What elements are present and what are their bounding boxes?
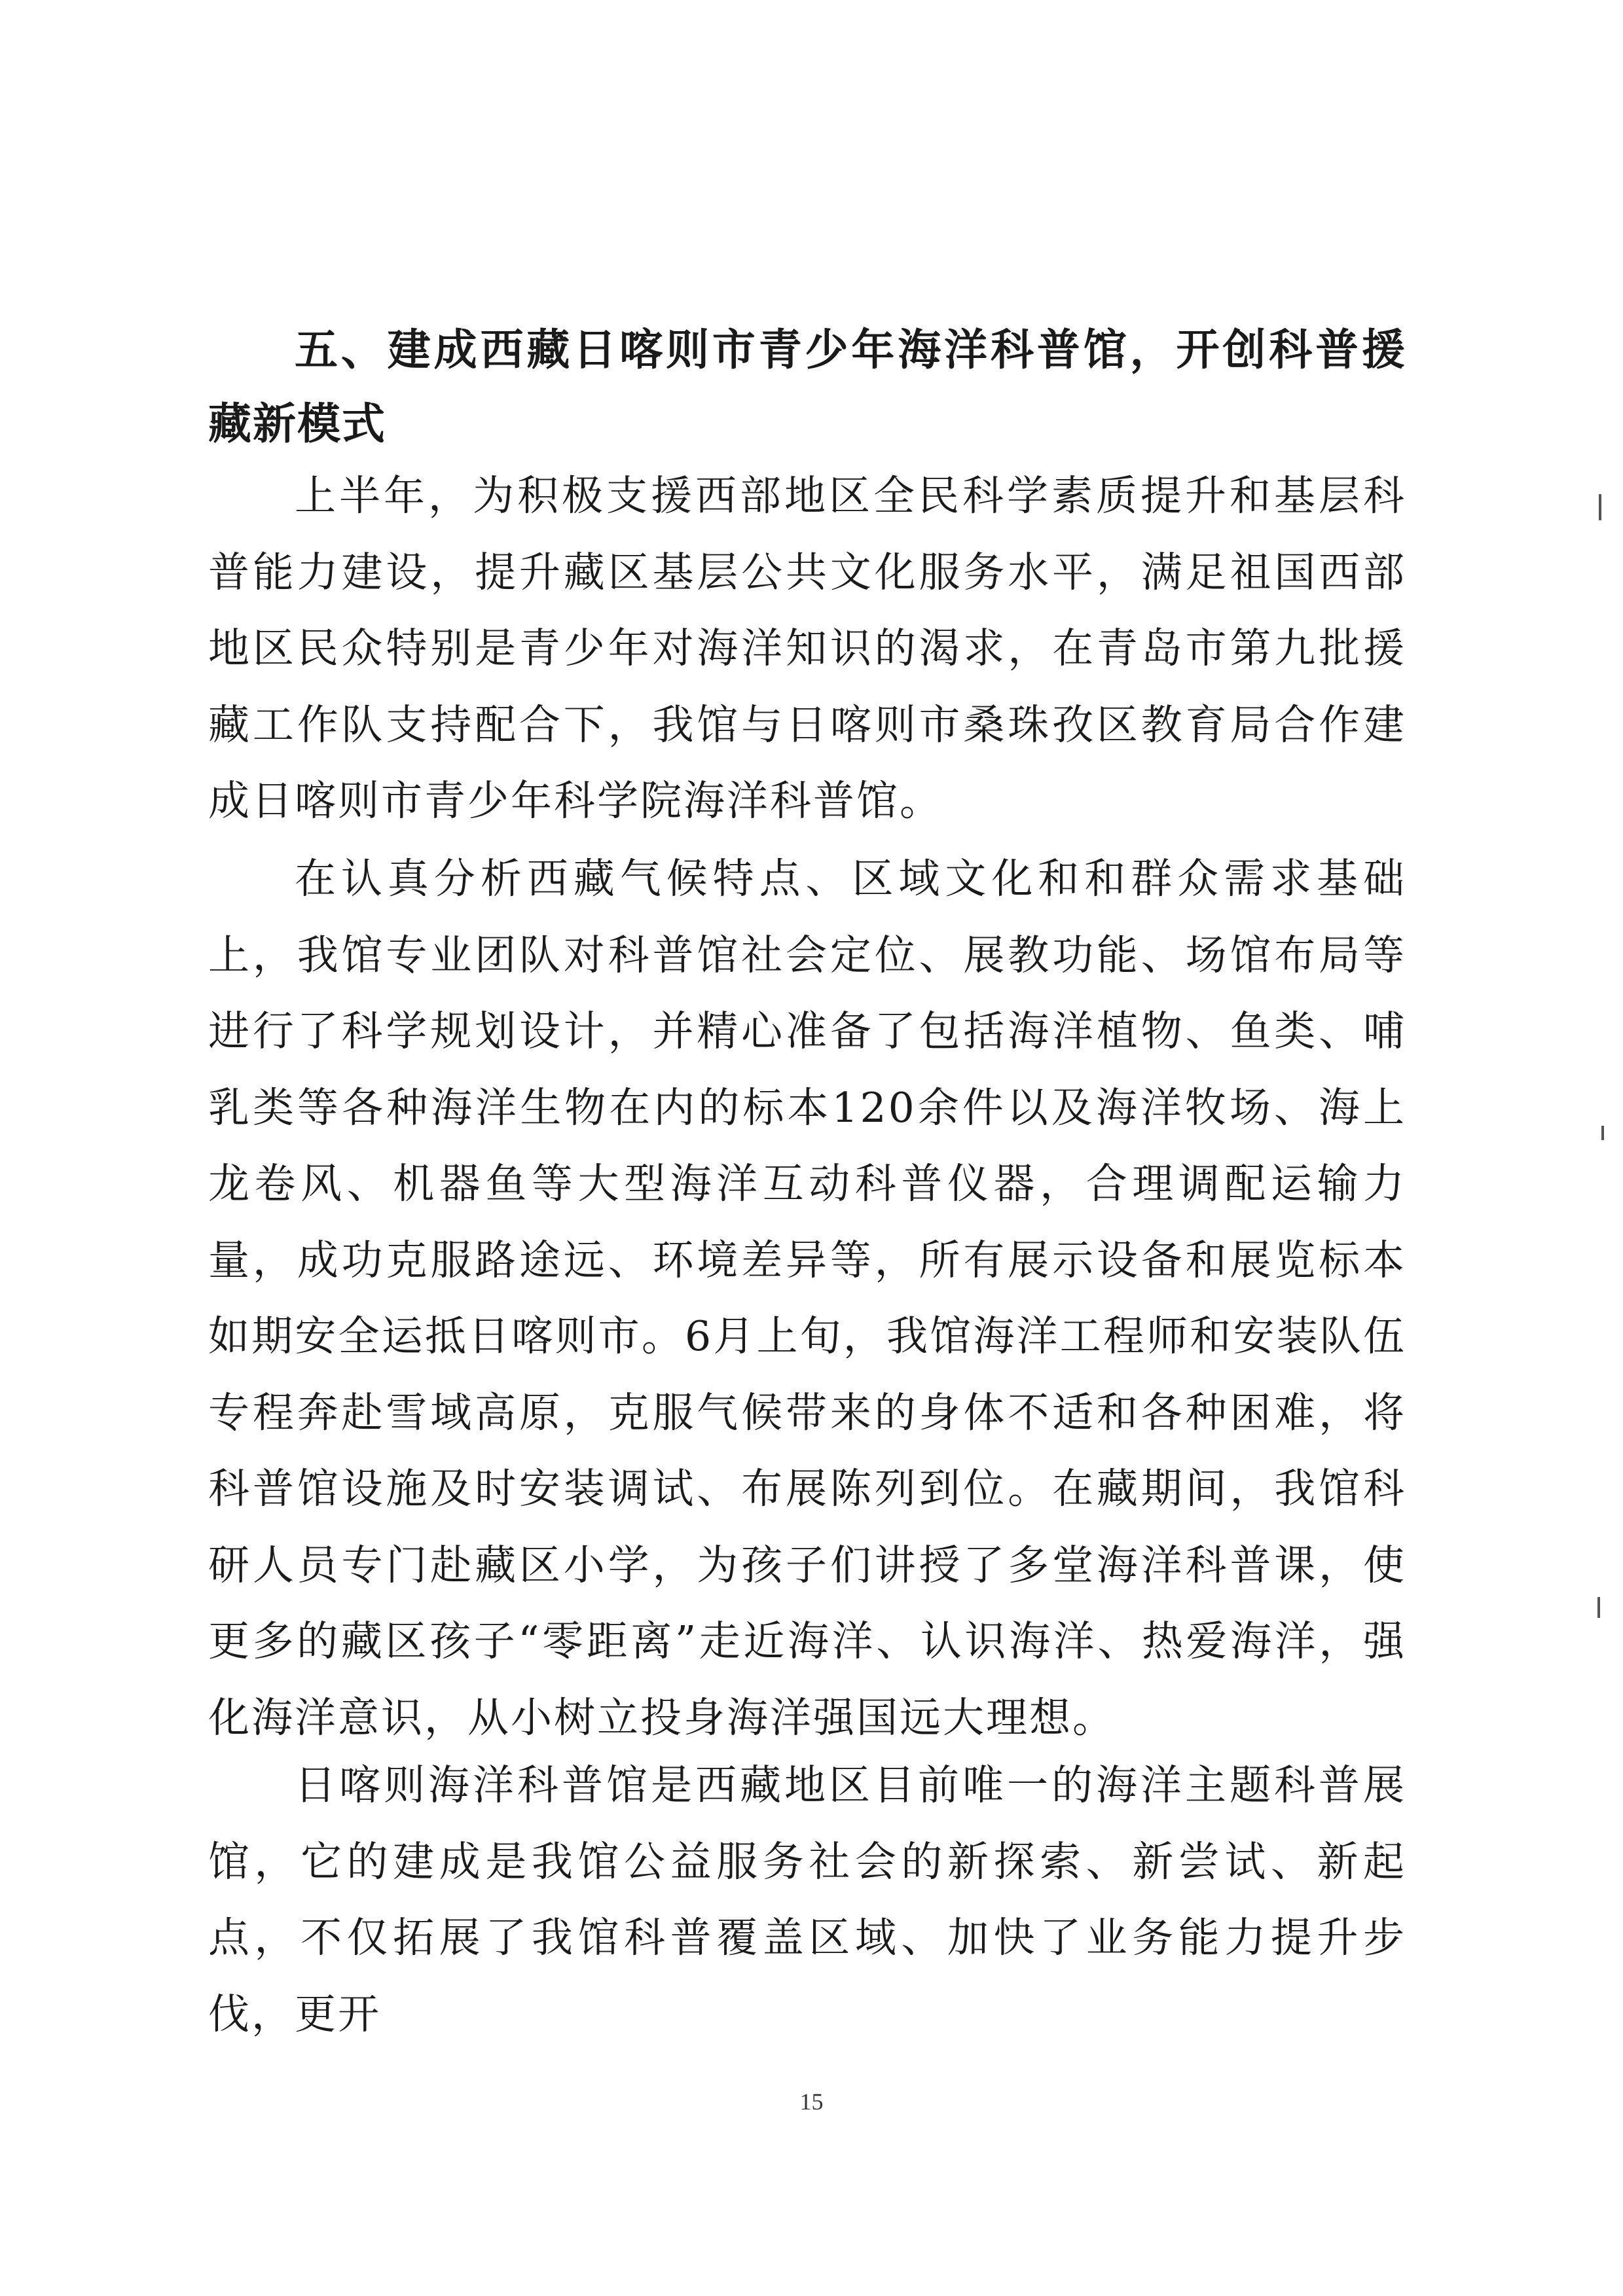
page-number: 15 [799,2089,824,2115]
scan-artifact-mark [1599,494,1601,520]
body-paragraph-2: 在认真分析西藏气候特点、区域文化和和群众需求基础上，我馆专业团队对科普馆社会定位、展教功能、场馆布局等进行了科学规划设计，并精心准备了包括海洋植物、鱼类、哺乳类等各种海洋生物在内的标本120余件以及海洋牧场、海上龙卷风、机器鱼等大型海洋互动科普仪器，合理调配运输力量，成功克服路途远、环境差异等，所有展示设备和展览标本如期安全运抵日喀则市。6月上旬，我馆海洋工程师和安装队伍专程奔赴雪域高原，克服气候带来的身体不适和各种困难，将科普馆设施及时安装调试、布展陈列到位。在藏期间，我馆科研人员专门赴藏区小学，为孩子们讲授了多堂海洋科普课，使更多的藏区孩子“零距离”走近海洋、认识海洋、热爱海洋，强化海洋意识，从小树立投身海洋强国远大理想。 [208,855,1406,1742]
body-paragraph-3: 日喀则海洋科普馆是西藏地区目前唯一的海洋主题科普展馆，它的建成是我馆公益服务社会的新探索、新尝试、新起点，不仅拓展了我馆科普覆盖区域、加快了业务能力提升步伐，更开 [208,1761,1406,2038]
scan-artifact-mark [1601,1126,1604,1140]
section-heading: 五、建成西藏日喀则市青少年海洋科普馆，开创科普援藏新模式 [208,325,1406,449]
body-paragraph-1: 上半年，为积极支援西部地区全民科学素质提升和基层科普能力建设，提升藏区基层公共文化服务水平，满足祖国西部地区民众特别是青少年对海洋知识的渴求，在青岛市第九批援藏工作队支持配合下，我馆与日喀则市桑珠孜区教育局合作建成日喀则市青少年科学院海洋科普馆。 [208,472,1406,825]
scan-artifact-mark [1597,1597,1600,1618]
